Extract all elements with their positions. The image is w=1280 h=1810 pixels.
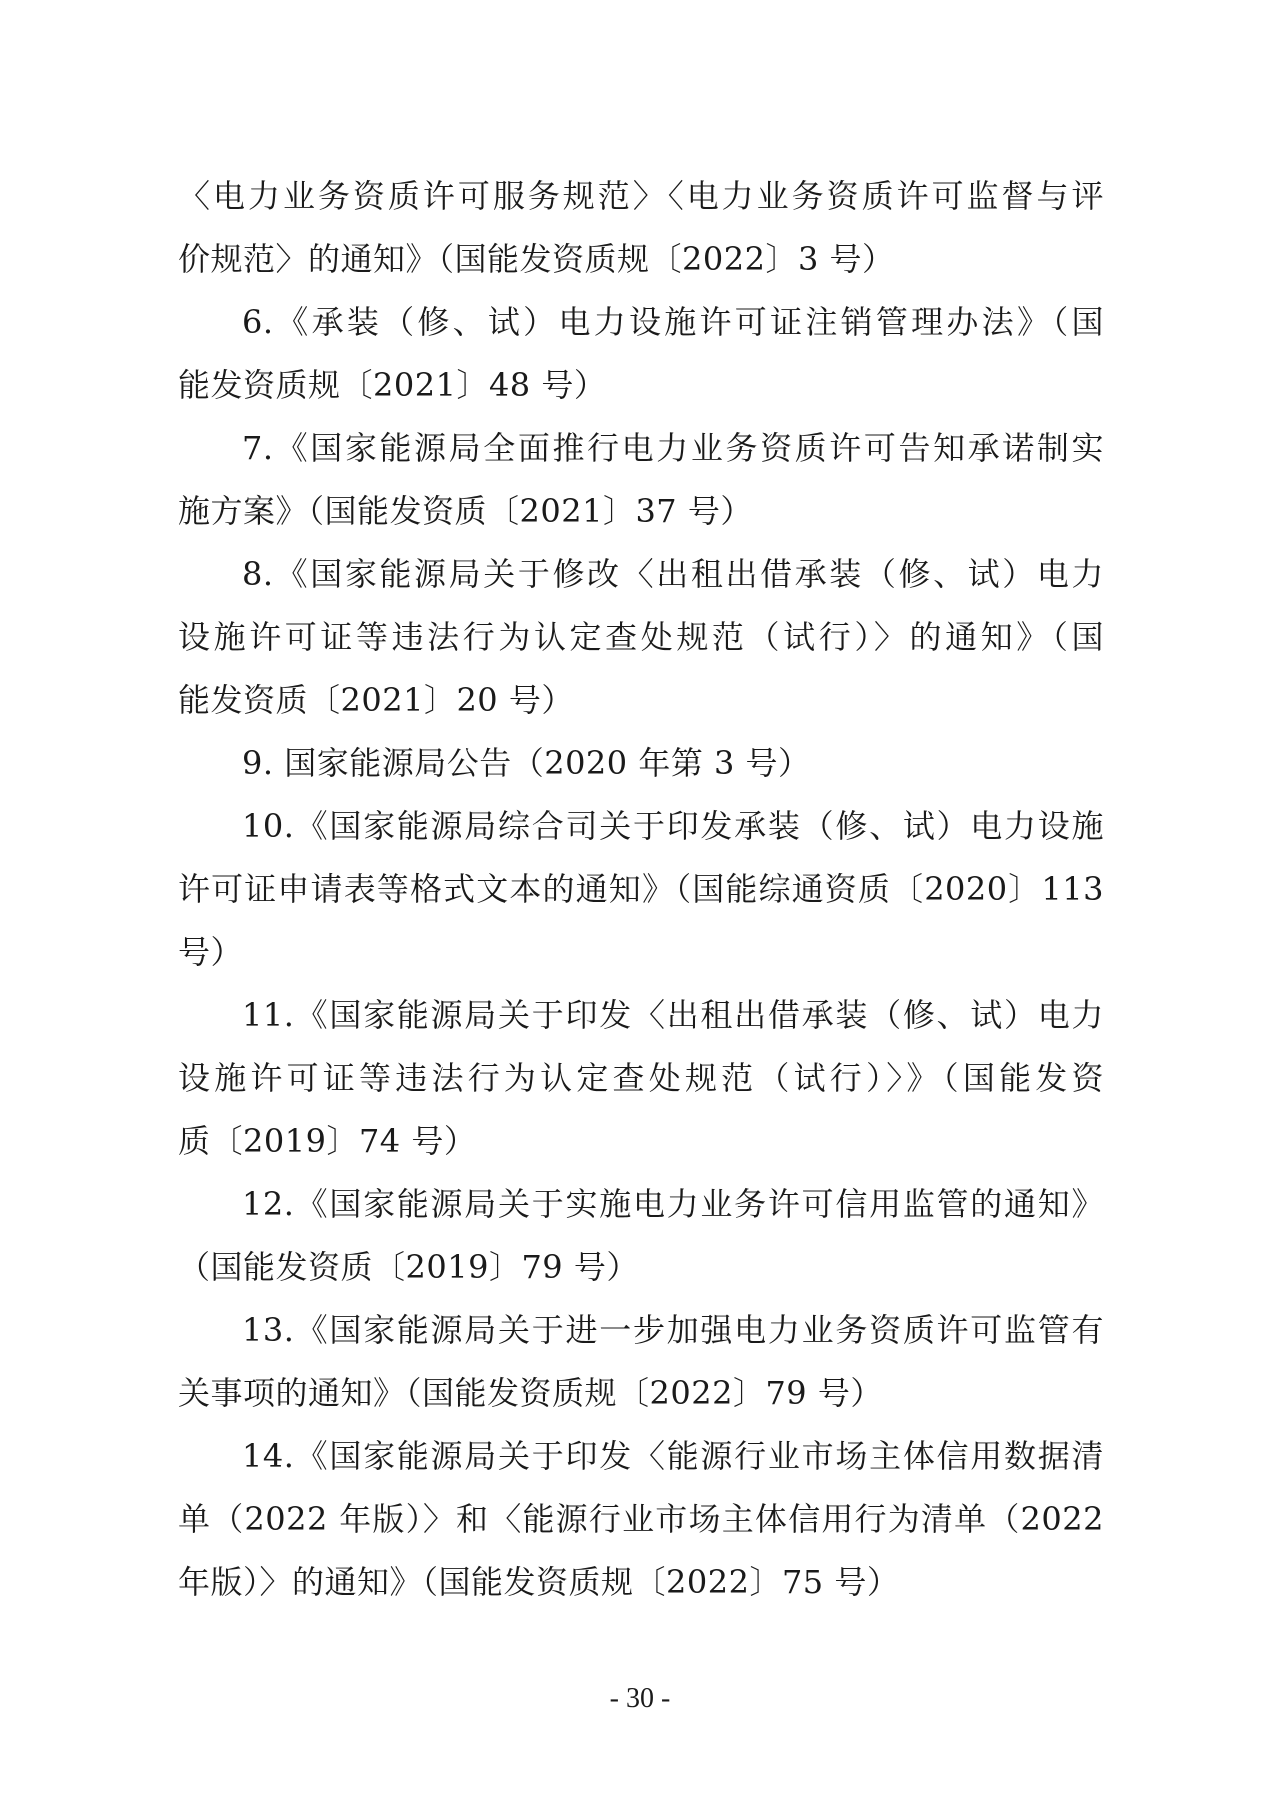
text-line: 7.《国家能源局全面推行电力业务资质许可告知承诺制实 [242, 429, 1104, 467]
text-line: 设施许可证等违法行为认定查处规范（试行）〉》（国能发资 [178, 1059, 1104, 1097]
text-line: 许可证申请表等格式文本的通知》（国能综通资质〔2020〕113 [178, 870, 1104, 908]
text-line: 12.《国家能源局关于实施电力业务许可信用监管的通知》 [242, 1185, 1104, 1223]
text-line: （国能发资质〔2019〕79 号） [178, 1248, 639, 1286]
text-line: 8.《国家能源局关于修改〈出租出借承装（修、试）电力 [242, 555, 1104, 593]
text-line: 单（2022 年版）〉和〈能源行业市场主体信用行为清单（2022 [178, 1500, 1104, 1538]
text-line: 能发资质规〔2021〕48 号） [178, 366, 607, 404]
text-line: 6.《承装（修、试）电力设施许可证注销管理办法》（国 [242, 303, 1104, 341]
text-line: 能发资质〔2021〕20 号） [178, 681, 574, 719]
text-line: 关事项的通知》（国能发资质规〔2022〕79 号） [178, 1374, 883, 1412]
text-line: 9. 国家能源局公告（2020 年第 3 号） [242, 744, 811, 782]
text-line: 号） [178, 933, 244, 971]
text-line: 年版）〉的通知》（国能发资质规〔2022〕75 号） [178, 1563, 900, 1601]
text-line: 10.《国家能源局综合司关于印发承装（修、试）电力设施 [242, 807, 1104, 845]
text-line: 14.《国家能源局关于印发〈能源行业市场主体信用数据清 [242, 1437, 1104, 1475]
text-line: 设施许可证等违法行为认定查处规范（试行）〉的通知》（国 [178, 618, 1104, 656]
body-text [178, 165, 1104, 1614]
text-line: 质〔2019〕74 号） [178, 1122, 477, 1160]
text-line: 〈电力业务资质许可服务规范〉〈电力业务资质许可监督与评 [178, 177, 1104, 215]
text-line: 13.《国家能源局关于进一步加强电力业务资质许可监管有 [242, 1311, 1104, 1349]
page-number: - 30 - [609, 1683, 671, 1714]
text-line: 11.《国家能源局关于印发〈出租出借承装（修、试）电力 [242, 996, 1104, 1034]
text-line: 价规范〉的通知》（国能发资质规〔2022〕3 号） [178, 240, 895, 278]
text-line: 施方案》（国能发资质〔2021〕37 号） [178, 492, 753, 530]
